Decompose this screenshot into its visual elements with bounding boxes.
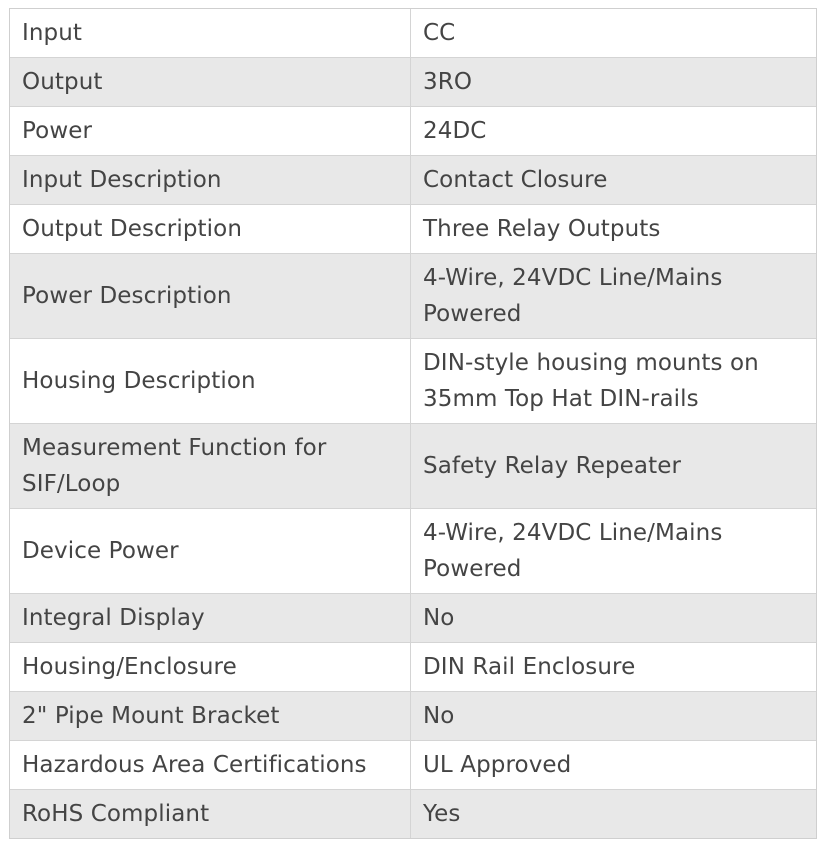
row-value: 24DC <box>423 118 487 144</box>
table-row <box>10 106 816 155</box>
row-label: 2" Pipe Mount Bracket <box>10 692 411 740</box>
table-row <box>10 423 816 508</box>
row-label: Measurement Function for SIF/Loop <box>10 424 411 508</box>
row-value: 3RO <box>423 69 473 95</box>
row-label: Input Description <box>10 156 411 204</box>
row-value: No <box>423 703 455 729</box>
row-value: CC <box>423 20 456 46</box>
row-label: Housing/Enclosure <box>10 643 411 691</box>
table-row <box>10 740 816 789</box>
table-row <box>10 593 816 642</box>
table-row <box>10 642 816 691</box>
spec-table <box>9 8 817 839</box>
row-label: Device Power <box>10 509 411 593</box>
row-value: Contact Closure <box>423 167 608 193</box>
row-label: Power Description <box>10 254 411 338</box>
row-label: RoHS Compliant <box>10 790 411 838</box>
row-value: DIN-style housing mounts on 35mm Top Hat DIN-rails <box>423 350 759 412</box>
row-label: Integral Display <box>10 594 411 642</box>
row-label: Output <box>10 58 411 106</box>
row-value: 4-Wire, 24VDC Line/Mains Powered <box>423 265 723 327</box>
table-row <box>10 253 816 338</box>
table-row <box>10 508 816 593</box>
table-row <box>10 155 816 204</box>
table-row <box>10 204 816 253</box>
table-row <box>10 691 816 740</box>
row-value: Three Relay Outputs <box>423 216 661 242</box>
row-label: Housing Description <box>10 339 411 423</box>
row-label: Output Description <box>10 205 411 253</box>
row-value: Yes <box>423 801 461 827</box>
row-value: No <box>423 605 455 631</box>
row-label: Input <box>10 9 411 57</box>
row-value: Safety Relay Repeater <box>423 453 682 479</box>
table-row <box>10 789 816 838</box>
table-row <box>10 338 816 423</box>
row-label: Hazardous Area Certifications <box>10 741 411 789</box>
table-row <box>10 9 816 57</box>
row-label: Power <box>10 107 411 155</box>
row-value: 4-Wire, 24VDC Line/Mains Powered <box>423 520 723 582</box>
table-row <box>10 57 816 106</box>
row-value: DIN Rail Enclosure <box>423 654 636 680</box>
row-value: UL Approved <box>423 752 572 778</box>
